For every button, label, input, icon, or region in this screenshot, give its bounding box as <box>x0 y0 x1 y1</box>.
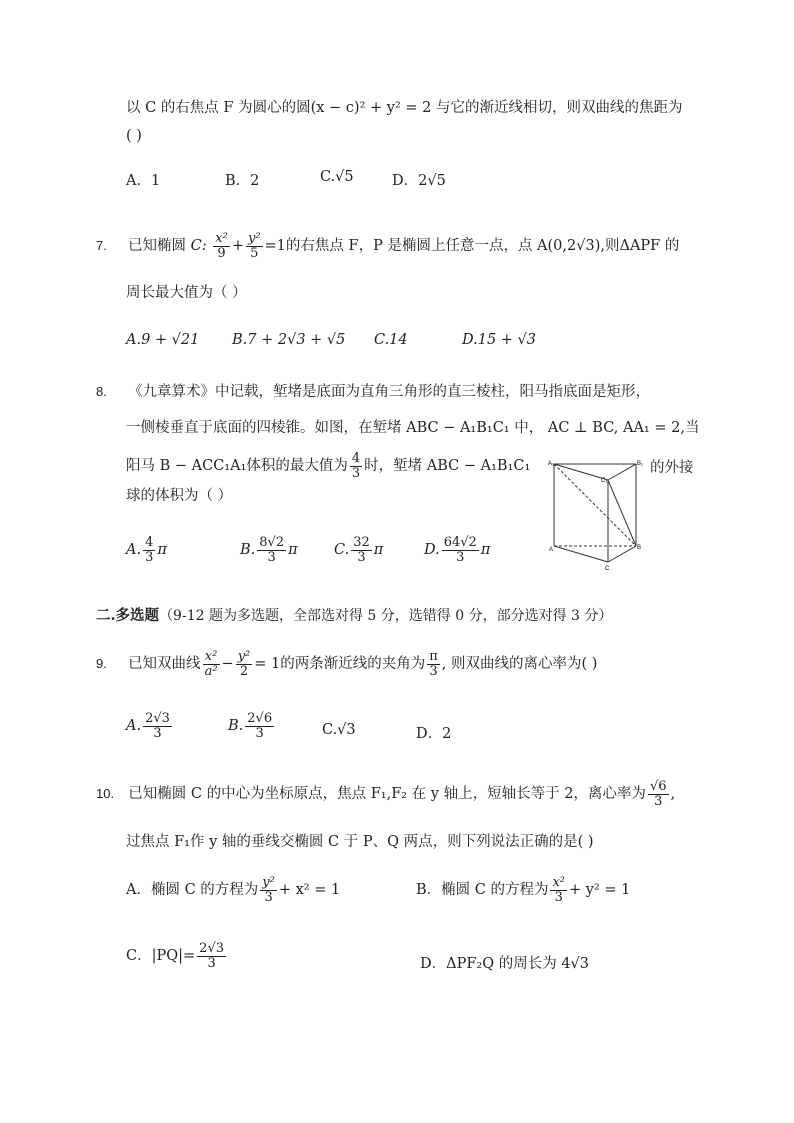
q9-stem: 9. 已知双曲线 $\frac{\text{x²}}{\text{a²}}$ − $\frac{\text{y²}}{2}$ = 1的两条渐近线的夹角为 $\frac{\pi}{3}$ , 则双曲线的离心率为( ) <box>96 649 598 679</box>
q9-option-a: A. $\frac{2√3}{3}$ <box>126 711 170 741</box>
prism-figure <box>548 456 648 572</box>
section2-title: 二.多选题 <box>96 607 160 624</box>
q10-stem-a: 已知椭圆 C 的中心为坐标原点，焦点 F₁,F₂ 在 y 轴上，短轴长等于 2，离心率为 <box>128 786 646 803</box>
q7-stem-line2: 周长最大值为（ ） <box>126 285 247 301</box>
q8-stem-line1-text: 《九章算术》中记载，堑堵是底面为直角三角形的直三棱柱，阳马指底面是矩形， <box>128 384 651 400</box>
q10-stem <box>96 780 675 808</box>
q9-frac1: $\frac{\text{x²}}{\text{a²}}$ <box>204 649 218 679</box>
q9-stem-a: 已知双曲线 <box>128 656 201 673</box>
q8-option-a: A. $\frac{4}{3}$ π <box>126 535 167 565</box>
section2-note: （9-12 题为多选题，全部选对得 5 分，选错得 0 分，部分选对得 3 分） <box>159 608 613 624</box>
q7-option-b: B.7 + 2√3 + √5 <box>232 332 346 348</box>
q9-option-c: C.√3 <box>322 722 356 738</box>
q7-frac2: $\frac{\text{y²}}{5}$ <box>247 231 261 261</box>
q7-option-a: A.9 + √21 <box>126 332 200 348</box>
q8-line3-a: 阳马 B − ACC₁A₁体积的最大值为 <box>126 458 348 475</box>
q9-stem-b: = 1的两条渐近线的夹角为 <box>254 656 426 673</box>
q10-ecc-frac: $\frac{√6}{3}$ <box>649 779 667 809</box>
q9-angle-frac: $\frac{\pi}{3}$ <box>429 649 438 679</box>
q7-frac1: $\frac{\text{x²}}{9}$ <box>215 231 228 261</box>
label-c1: C₁ <box>601 478 608 484</box>
q9-option-b: B. $\frac{2√6}{3}$ <box>228 711 273 741</box>
q7-number: 7. <box>96 238 107 254</box>
q8-volume-frac: $\frac{4}{3}$ <box>351 451 361 481</box>
q8-stem-line4: 球的体积为（ ） <box>126 488 233 504</box>
q7-stem: 7. 已知椭圆 C: $\frac{\text{x²}}{9}$ + $\frac{\text{y²}}{5}$ =1的右焦点 F，P 是椭圆上任意一点，点 A(0,2√3),则ΔAPF 的 <box>96 231 680 261</box>
q6-stem-line2: ( ) <box>126 128 142 144</box>
q6-stem-line1: 以 C 的右焦点 F 为圆心的圆(x − c)² + y² = 2 与它的渐近线相切，则双曲线的焦距为 <box>126 100 683 116</box>
q8-line3-b: 时，堑堵 ABC − A₁B₁C₁ <box>364 458 531 475</box>
q7-option-d: D.15 + √3 <box>462 332 537 348</box>
q9-number: 9. <box>96 656 107 672</box>
q6-option-c: C.√5 <box>320 169 354 185</box>
q7-ellipse-name: C: <box>190 238 207 255</box>
q8-stem-line1 <box>96 380 650 401</box>
q10-option-b: B．椭圆 C 的方程为 $\frac{\text{x²}}{3}$ + y² = 1 <box>416 875 631 905</box>
q8-number: 8. <box>96 384 107 399</box>
q8-stem-line2: 一侧棱垂直于底面的四棱锥。如图，在堑堵 ABC − A₁B₁C₁ 中， AC ⊥ BC, AA₁ = 2,当 <box>126 420 700 436</box>
q10-stem-line2: 过焦点 F₁作 y 轴的垂线交椭圆 C 于 P、Q 两点，则下列说法正确的是( ) <box>126 834 594 850</box>
q10-option-d: D．ΔPF₂Q 的周长为 4√3 <box>420 956 590 972</box>
q8-option-c: C. $\frac{32}{3}$ π <box>334 535 384 565</box>
q10-number: 10. <box>96 786 115 802</box>
label-a1: A₁ <box>548 461 555 467</box>
q6-option-a: A．1 <box>126 173 161 189</box>
label-b: B <box>637 545 642 551</box>
q10-stem-b: , <box>670 786 676 803</box>
q10-option-c: C．|PQ|= $\frac{2√3}{3}$ <box>126 941 224 971</box>
q6-option-d: D．2√5 <box>392 173 446 189</box>
label-b1: B₁ <box>637 461 644 467</box>
q10-option-a: A．椭圆 C 的方程为 $\frac{\text{y²}}{3}$ + x² = 1 <box>126 875 341 905</box>
q7-stem-a: 已知椭圆 <box>128 238 187 255</box>
q6-option-b: B．2 <box>225 173 260 189</box>
q7-option-c: C.14 <box>374 332 408 348</box>
q8-stem-line3-tail: 的外接 <box>650 460 694 476</box>
q9-frac2: $\frac{\text{y²}}{2}$ <box>237 649 251 679</box>
label-c: C <box>605 566 610 572</box>
section2-header <box>96 604 612 625</box>
label-a: A <box>549 547 554 553</box>
q8-stem-line3 <box>126 452 530 480</box>
q9-option-d: D．2 <box>416 726 452 742</box>
q8-option-b: B. $\frac{8√2}{3}$ π <box>240 535 298 565</box>
q7-stem-b: =1的右焦点 F，P 是椭圆上任意一点，点 A(0,2√3),则ΔAPF 的 <box>264 238 680 255</box>
q8-option-d: D. $\frac{64√2}{3}$ π <box>424 535 491 565</box>
q9-stem-c: , 则双曲线的离心率为( ) <box>441 656 598 673</box>
